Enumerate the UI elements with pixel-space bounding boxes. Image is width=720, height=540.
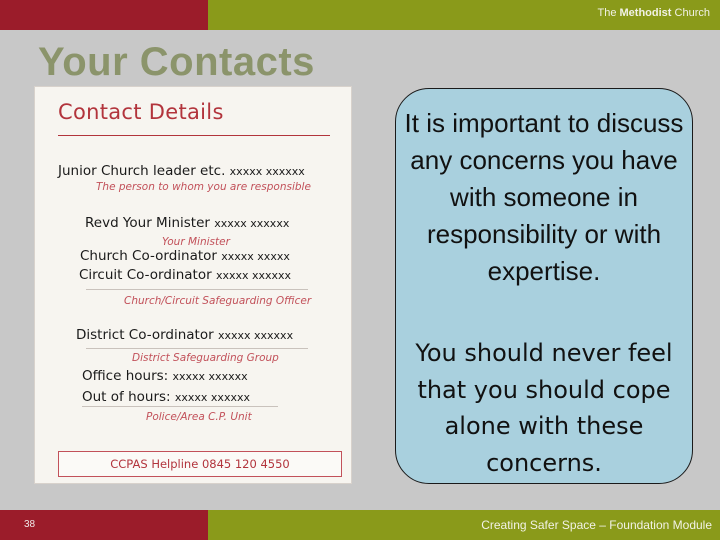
footer-module-title: Creating Safer Space – Foundation Module (481, 518, 712, 532)
top-bar-accent (0, 0, 208, 30)
contact-entry: Revd Your Minister xxxxx xxxxxx (85, 215, 290, 231)
divider (86, 289, 308, 290)
contact-card (34, 86, 352, 484)
contact-entry: Out of hours: xxxxx xxxxxx (82, 389, 250, 405)
contact-role: Church/Circuit Safeguarding Officer (124, 295, 312, 307)
callout-box (395, 88, 693, 484)
contact-role: Your Minister (162, 236, 230, 248)
contact-role: District Safeguarding Group (132, 352, 279, 364)
helpline-box (58, 451, 342, 477)
contact-entry: Church Co-ordinator xxxxx xxxxx (80, 248, 290, 264)
page-number: 38 (24, 519, 36, 530)
contact-entry: District Co-ordinator xxxxx xxxxxx (76, 327, 294, 343)
contact-role: Police/Area C.P. Unit (146, 411, 252, 423)
brand-label: The Methodist Church (597, 7, 710, 19)
helpline-text: CCPAS Helpline 0845 120 4550 (110, 457, 290, 471)
callout-second-text: You should never feel that you should cope alone with these concerns. (415, 339, 673, 477)
callout-main-text: It is important to discuss any concerns you have with someone in responsibility or with expertise. (404, 108, 684, 286)
divider (86, 348, 308, 349)
contact-entry: Junior Church leader etc. xxxxx xxxxxx (58, 163, 305, 179)
contact-role: The person to whom you are responsible (96, 181, 311, 193)
card-heading: Contact Details (58, 100, 224, 124)
contact-entry: Circuit Co-ordinator xxxxx xxxxxx (79, 267, 292, 283)
divider (82, 406, 278, 407)
card-heading-rule (58, 135, 330, 136)
contact-entry: Office hours: xxxxx xxxxxx (82, 368, 248, 384)
slide-title: Your Contacts (38, 40, 315, 84)
top-bar (0, 0, 720, 30)
